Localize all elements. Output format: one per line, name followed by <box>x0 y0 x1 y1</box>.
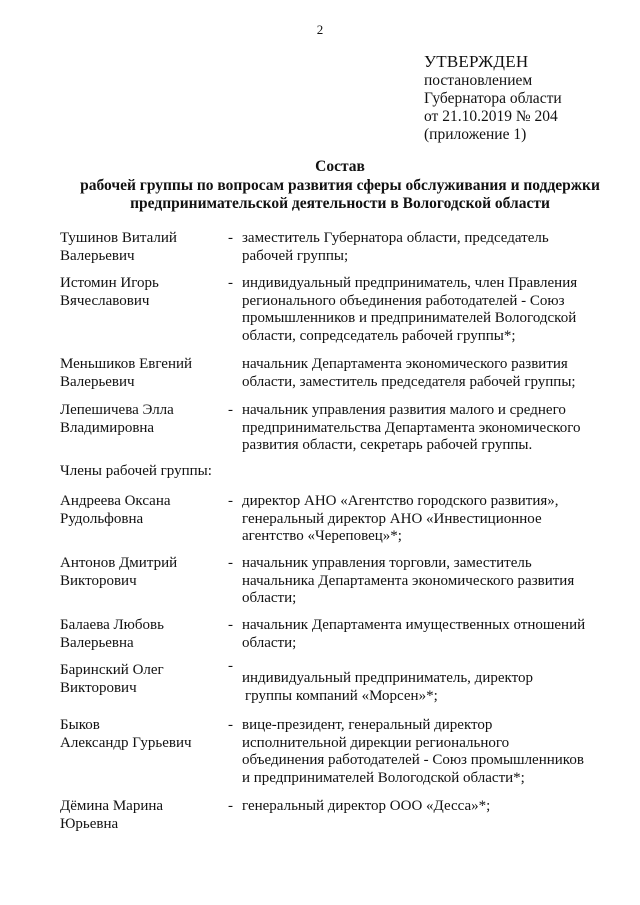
member-name <box>60 493 220 528</box>
role-line: регионального объединения работодателей - Союз <box>242 292 565 309</box>
role-line: начальник Департамента экономического развития <box>242 356 568 372</box>
member-name <box>60 230 220 265</box>
role-line: директор АНО «Агентство городского развития», <box>242 493 559 509</box>
role-line: вице-президент, генеральный директор <box>242 717 493 733</box>
dash-separator: - <box>228 230 233 246</box>
name-line: Быков <box>60 717 100 733</box>
member-name <box>60 275 220 310</box>
approval-line: от 21.10.2019 № 204 <box>424 108 558 125</box>
role-line: предпринимательства Департамента экономического <box>242 419 581 436</box>
role-line: объединения работодателей - Союз промышленников <box>242 752 584 768</box>
member-role <box>242 275 592 345</box>
role-line: индивидуальный предприниматель, директор <box>242 670 533 686</box>
role-line: промышленников и предпринимателей Вологодской <box>242 310 577 326</box>
member-name <box>60 662 220 697</box>
member-name <box>60 717 220 752</box>
name-line: Рудольфовна <box>60 510 144 527</box>
approval-heading: УТВЕРЖДЕН <box>424 52 529 71</box>
title-line: рабочей группы по вопросам развития сферы обслуживания и поддержки <box>80 176 600 194</box>
member-role <box>242 356 592 391</box>
member-role <box>242 493 592 546</box>
role-line: развития области, секретарь рабочей группы. <box>242 437 533 453</box>
title-line: Состав <box>315 158 365 175</box>
name-line: Истомин Игорь <box>60 275 159 291</box>
document-title <box>60 158 620 214</box>
members-heading: Члены рабочей группы: <box>60 463 212 479</box>
role-line: агентство «Череповец»*; <box>242 528 402 544</box>
role-line: области, сопредседатель рабочей группы*; <box>242 327 516 344</box>
dash-separator: - <box>228 717 233 733</box>
approval-line: (приложение 1) <box>424 126 527 143</box>
approval-stamp <box>424 52 624 144</box>
role-line: начальник Департамента имущественных отношений <box>242 617 586 633</box>
member-name <box>60 356 220 391</box>
dash-separator: - <box>228 658 233 674</box>
name-line: Валерьевич <box>60 247 135 264</box>
role-line: начальник управления торговли, заместитель <box>242 555 532 571</box>
role-line: и предпринимателей Вологодской области*; <box>242 769 525 786</box>
member-role <box>242 230 592 265</box>
name-line: Валерьевич <box>60 373 135 390</box>
name-line: Лепешичева Элла <box>60 402 174 418</box>
name-line: Антонов Дмитрий <box>60 555 178 571</box>
role-line: начальник управления развития малого и среднего <box>242 402 566 418</box>
member-name <box>60 617 220 652</box>
name-line: Викторович <box>60 679 137 696</box>
dash-separator: - <box>228 555 233 571</box>
member-role <box>242 617 592 652</box>
name-line: Балаева Любовь <box>60 617 164 633</box>
name-line: Александр Гурьевич <box>60 734 192 751</box>
name-line: Вячеславович <box>60 292 150 309</box>
member-role <box>242 402 592 455</box>
name-line: Юрьевна <box>60 815 119 832</box>
name-line: Меньшиков Евгений <box>60 356 193 372</box>
role-line: рабочей группы; <box>242 247 349 264</box>
role-line: заместитель Губернатора области, председатель <box>242 230 549 246</box>
member-name <box>60 402 220 437</box>
dash-separator: - <box>228 402 233 418</box>
approval-line: постановлением <box>424 72 533 89</box>
member-role <box>242 670 592 705</box>
role-line: исполнительной дирекции регионального <box>242 734 510 751</box>
role-line: начальника Департамента экономического развития <box>242 572 575 589</box>
name-line: Викторович <box>60 572 137 589</box>
role-line: области, заместитель председателя рабочей группы; <box>242 373 576 390</box>
name-line: Тушинов Виталий <box>60 230 177 246</box>
member-name <box>60 798 220 833</box>
name-line: Андреева Оксана <box>60 493 171 509</box>
page-number: 2 <box>316 22 324 37</box>
name-line: Владимировна <box>60 419 155 436</box>
title-line: предпринимательской деятельности в Вологодской области <box>130 195 550 212</box>
member-name <box>60 555 220 590</box>
approval-line: Губернатора области <box>424 90 562 107</box>
role-line: генеральный директор ООО «Десса»*; <box>242 798 491 814</box>
dash-separator: - <box>228 617 233 633</box>
role-line: индивидуальный предприниматель, член Правления <box>242 275 578 291</box>
name-line: Дёмина Марина <box>60 798 164 814</box>
role-line: генеральный директор АНО «Инвестиционное <box>242 510 542 527</box>
role-line: группы компаний «Морсен»*; <box>245 687 438 704</box>
member-role <box>242 717 592 787</box>
role-line: области; <box>242 590 297 606</box>
role-line: области; <box>242 634 297 651</box>
dash-separator: - <box>228 798 233 814</box>
member-role <box>242 798 592 816</box>
name-line: Баринский Олег <box>60 662 164 678</box>
name-line: Валерьевна <box>60 634 134 651</box>
dash-separator: - <box>228 275 233 291</box>
member-role <box>242 555 592 608</box>
dash-separator: - <box>228 493 233 509</box>
